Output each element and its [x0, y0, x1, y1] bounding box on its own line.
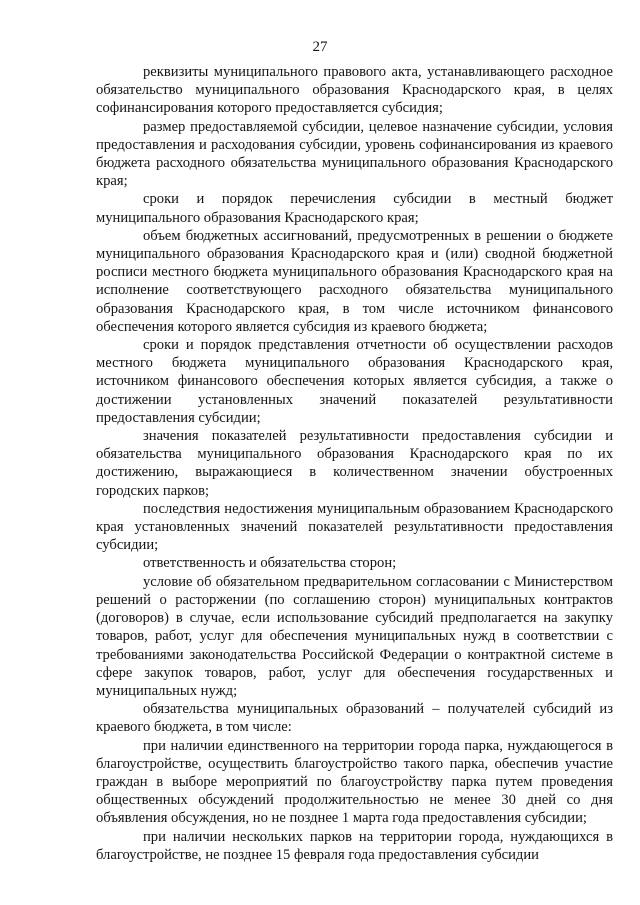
paragraph-budget-allocations: объем бюджетных ассигнований, предусмотренных в решении о бюджете муниципального образования Краснодарского края и (или) сводной бюджетной росписи местного бюджета муниципального образования Краснодарского края на исполнение соответствующего расходного обязательства муниципального образования Краснодарского края, в том числе источником финансового обеспечения которого является субсидия из краевого бюджета; — [96, 227, 613, 335]
paragraph-several-parks: при наличии нескольких парков на территории города, нуждающихся в благоустройстве, не позднее 15 февраля года предоставления субсидии — [96, 828, 613, 863]
paragraph-municipal-obligations: обязательства муниципальных образований – получателей субсидий из краевого бюджета, в том числе: — [96, 701, 613, 736]
paragraph-transfer-terms: сроки и порядок перечисления субсидии в местный бюджет муниципального образования Краснодарского края; — [96, 191, 613, 226]
paragraph-performance-indicators: значения показателей результативности предоставления субсидии и обязательства муниципального образования Краснодарского края по их достижению, выражающиеся в количественном значении обустроенных городских парков; — [96, 428, 613, 499]
paragraph-reporting-terms: сроки и порядок представления отчетности об осуществлении расходов местного бюджета муниципального образования Краснодарского края, источником финансового обеспечения которых является субсидия, а также о достижении установленных значений показателей результативности предоставления субсидии; — [96, 337, 613, 426]
paragraph-responsibility: ответственность и обязательства сторон; — [143, 555, 397, 572]
page-number: 27 — [312, 39, 328, 55]
paragraph-contract-termination-condition: условие об обязательном предварительном согласовании с Министерством решений о расторжении (по соглашению сторон) муниципальных контрактов (договоров) в случае, если использование субсидий предполагается на закупку товаров, работ, услуг для обеспечения муниципальных нужд в соответствии с требованиями законодательства Российской Федерации о контрактной системе в сфере закупок товаров, работ, услуг для обеспечения государственных и муниципальных нужд; — [96, 573, 613, 699]
paragraph-single-park: при наличии единственного на территории города парка, нуждающегося в благоустройстве, осуществить благоустройство такого парка, обеспечив участие граждан в выборе мероприятий по благоустройству парка путем проведения общественных обсуждений продолжительностью не менее 30 дней со дня объявления обсуждения, но не позднее 1 марта года предоставления субсидии; — [96, 737, 613, 827]
paragraph-non-achievement-consequences: последствия недостижения муниципальным образованием Краснодарского края установленных значений показателей результативности предоставления субсидии; — [96, 500, 613, 554]
paragraph-legal-act-details: реквизиты муниципального правового акта, устанавливающего расходное обязательство муниципального образования Краснодарского края, в целях софинансирования которого предоставляется субсидия; — [96, 64, 613, 117]
document-body — [96, 63, 613, 864]
paragraph-subsidy-size: размер предоставляемой субсидии, целевое назначение субсидии, условия предоставления и расходования субсидии, уровень софинансирования из краевого бюджета расходного обязательства муниципального образования Краснодарского края; — [96, 118, 613, 190]
